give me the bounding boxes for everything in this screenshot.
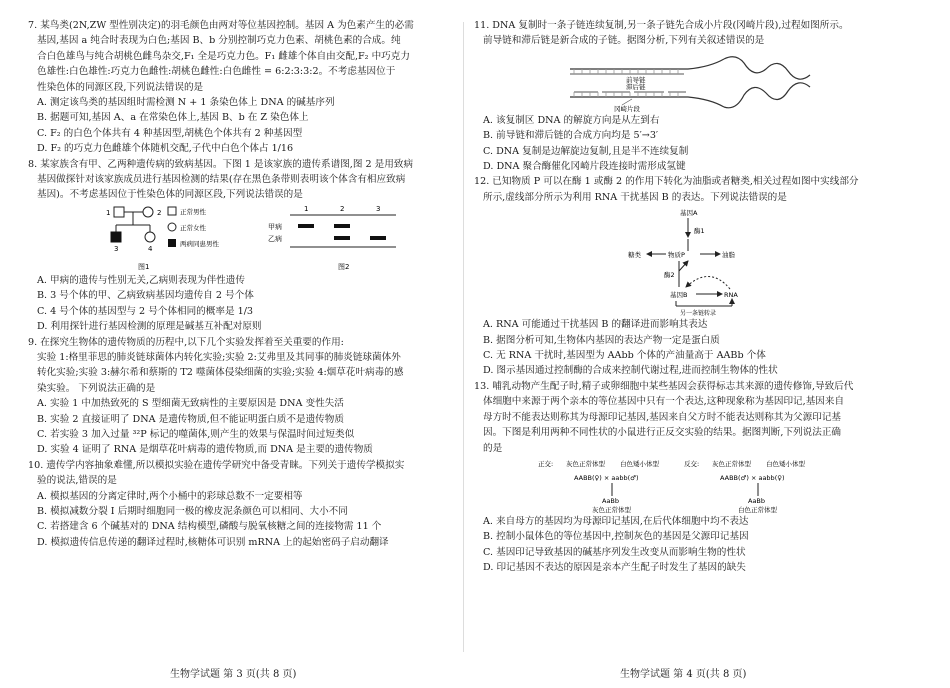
- reciprocal-cross: [684, 459, 806, 514]
- gene-regulation-diagram: [474, 205, 914, 317]
- q11-option-a: A. 该复制区 DNA 的解旋方向是从左到右: [483, 114, 660, 126]
- pedigree-num-3: 3: [114, 244, 119, 253]
- figure-2-caption: 图2: [338, 262, 350, 271]
- q13-stem-line: 体细胞中来源于两个亲本的等位基因中只有一个表达,这种现象称为基因印记,基因来自: [483, 396, 845, 408]
- q10-option-b: B. 模拟减数分裂 Ⅰ 后期时细胞同一极的橡皮泥条颜色可以相同、大小不同: [37, 505, 348, 517]
- q8-figures: [28, 203, 456, 273]
- q10-option-c: C. 若搭建含 6 个碱基对的 DNA 结构模型,磷酸与脱氧核糖之间的连接物需 11 个: [37, 521, 382, 533]
- upper-template-strand: [570, 59, 724, 69]
- q10-stem-line: 10. 遗传学内容抽象难懂,所以模拟实验在遗传学研究中备受青睐。下列关于遗传学模拟实: [28, 459, 405, 471]
- forward-parent-1: 灰色正常体型: [566, 459, 605, 468]
- q12-option-a: A. RNA 可能通过干扰基因 B 的翻译进而影响其表达: [483, 319, 708, 331]
- probe-col-3: 3: [376, 204, 381, 213]
- q13-option-d: D. 印记基因不表达的原因是亲本产生配子时发生了基因的缺失: [483, 562, 746, 574]
- forward-parent-2: 白色矮小体型: [620, 459, 659, 468]
- q12-option-b: B. 据图分析可知,生物体内基因的表达产物一定是蛋白质: [483, 334, 720, 346]
- q12-option-d: D. 图示基因通过控制酶的合成来控制代谢过程,进而控制生物体的性状: [483, 365, 778, 377]
- q9-option-b: B. 实验 2 直接证明了 DNA 是遗传物质,但不能证明蛋白质不是遗传物质: [37, 413, 344, 425]
- q7-option-c: C. F₂ 的白色个体共有 4 种基因型,胡桃色个体共有 2 种基因型: [37, 127, 303, 139]
- leading-strand-label: 前导链: [626, 75, 646, 84]
- q13-stem-line: 母方时不能表达则称其为母源印记基因,基因来自父方时不能表达则称其为父源印记基: [483, 411, 842, 423]
- legend-normal-male: 正常男性: [180, 207, 206, 216]
- question-13: [474, 379, 914, 576]
- question-7: [28, 18, 456, 157]
- enzyme-2-label: 酶2: [664, 271, 675, 280]
- q11-option-b: B. 前导链和滞后链的合成方向均是 5′→3′: [483, 130, 659, 142]
- q12-figure: [474, 205, 914, 317]
- q11-stem-line: 前导链和滞后链是新合成的子链。据图分析,下列有关叙述错误的是: [483, 35, 765, 47]
- rna-interference-dashed-arrow: [686, 277, 730, 290]
- q13-figure: [474, 456, 914, 514]
- pedigree-num-1: 1: [106, 208, 111, 217]
- q9-option-d: D. 实验 4 证明了 RNA 是烟草花叶病毒的遗传物质,而 DNA 是主要的遗传物质: [37, 444, 373, 456]
- probe-row-jia: 甲病: [268, 222, 282, 231]
- q9-stem-line: 转化实验;实验 3:赫尔希和蔡斯的 T2 噬菌体侵染细菌的实验;实验 4:烟草花叶病毒的感: [37, 367, 404, 379]
- q8-option-b: B. 3 号个体的甲、乙病致病基因均遗传自 2 号个体: [37, 290, 254, 302]
- probe-band: [334, 236, 350, 240]
- forward-cross: [538, 459, 660, 514]
- q7-stem-line: 基因,基因 a 纯合时表现为白色;基因 B、b 分别控制巧克力色素、胡桃色素的合成。纯: [37, 35, 401, 47]
- reciprocal-offspring-genotype: AaBb: [748, 496, 766, 505]
- lower-template-strand: [570, 97, 724, 107]
- legend-female-icon: [168, 223, 176, 231]
- q9-stem-line: 9. 在探究生物体的遗传物质的历程中,以下几个实验发挥着至关重要的作用:: [28, 336, 344, 348]
- individual-2-normal-female: [143, 207, 153, 217]
- q8-option-a: A. 甲病的遗传与性别无关,乙病则表现为伴性遗传: [37, 274, 245, 286]
- gene-a-label: 基因A: [680, 209, 698, 218]
- legend-affected-male: 两病同患男性: [180, 239, 219, 248]
- q11-figure: [474, 49, 914, 113]
- oil-label: 油脂: [722, 251, 735, 260]
- q8-stem-line: 基因)。不考虑基因位于性染色体的同源区段,下列说法错误的是: [37, 189, 303, 201]
- left-column: [28, 18, 456, 550]
- q11-option-d: D. DNA 聚合酶催化冈崎片段连接时需形成氢键: [483, 161, 686, 173]
- q7-option-b: B. 据题可知,基因 A、a 在常染色体上,基因 B、b 在 Z 染色体上: [37, 112, 309, 124]
- q10-stem-line: 验的说法,错误的是: [37, 475, 117, 487]
- q13-stem-line: 13. 哺乳动物产生配子时,精子或卵细胞中某些基因会获得标志其来源的遗传修饰,导致后代: [474, 380, 854, 392]
- pedigree-num-2: 2: [157, 208, 162, 217]
- legend-affected-icon: [168, 239, 176, 247]
- reciprocal-genotypes: AABB(♂) × aabb(♀): [720, 473, 785, 482]
- forward-cross-label: 正交:: [538, 459, 554, 468]
- q11-stem-line: 11. DNA 复制时一条子链连续复制,另一条子链先合成小片段(冈崎片段),过程如图所示。: [474, 20, 849, 31]
- individual-4-normal-female: [145, 232, 155, 242]
- forward-offspring-genotype: AaBb: [602, 496, 620, 505]
- q8-option-d: D. 利用探针进行基因检测的原理是碱基互补配对原则: [37, 321, 262, 333]
- forward-offspring-phenotype: 灰色正常体型: [592, 505, 631, 514]
- right-page-footer: 生物学试题 第 4 页(共 8 页): [620, 669, 747, 680]
- q12-stem-line: 12. 已知物质 P 可以在酶 1 或酶 2 的作用下转化为油脂或者糖类,相关过程如图中实线部分: [474, 176, 859, 188]
- q10-option-a: A. 模拟基因的分离定律时,两个小桶中的彩球总数不一定要相等: [37, 490, 303, 502]
- q10-option-d: D. 模拟遗传信息传递的翻译过程时,核糖体可识别 mRNA 上的起始密码子启动翻译: [37, 536, 389, 548]
- probe-col-1: 1: [304, 204, 309, 213]
- double-helix: [724, 57, 810, 108]
- question-8: [28, 157, 456, 335]
- reciprocal-cross-label: 反交:: [684, 459, 700, 468]
- question-9: [28, 335, 456, 458]
- q7-option-a: A. 测定该鸟类的基因组时需检测 N + 1 条染色体上 DNA 的碱基序列: [37, 97, 335, 109]
- q7-stem-line: 色雄性:白色雄性:巧克力色雌性:胡桃色雌性:白色雌性 = 6:2:3:3:2。不考虑基因位于: [37, 66, 396, 78]
- q7-stem-line: 7. 某鸟类(2N,ZW 型性别决定)的羽毛颜色由两对等位基因控制。基因 A 为色素产生的必需: [28, 20, 414, 31]
- substance-p-label: 物质P: [668, 251, 685, 260]
- pedigree-and-probe-figure: [28, 203, 456, 273]
- dna-replication-diagram: [474, 49, 914, 113]
- pedigree-num-4: 4: [148, 244, 153, 253]
- figure-1-caption: 图1: [138, 262, 150, 271]
- question-10: [28, 458, 456, 550]
- forward-genotypes: AABB(♀) × aabb(♂): [574, 473, 639, 482]
- q7-option-d: D. F₂ 的巧克力色雌雄个体随机交配,子代中白色个体占 1/16: [37, 143, 294, 155]
- individual-1-normal-male: [114, 207, 124, 217]
- legend-male-icon: [168, 207, 176, 215]
- sugar-label: 糖类: [628, 251, 641, 260]
- probe-row-yi: 乙病: [268, 234, 282, 243]
- q12-stem-line: 所示,虚线部分所示为利用 RNA 干扰基因 B 的表达。下列说法错误的是: [483, 191, 787, 203]
- individual-3-affected-male: [111, 232, 121, 242]
- q8-option-c: C. 4 号个体的基因型与 2 号个体相同的概率是 1/3: [37, 305, 254, 317]
- probe-result-chart: [268, 205, 396, 271]
- gene-b-label: 基因B: [670, 291, 688, 300]
- q8-stem-line: 基因做探针对该家族成员进行基因检测的结果(存在黑色条带则表明该个体含有相应致病: [37, 174, 406, 186]
- q13-stem-line: 因。下图是利用两种不同性状的小鼠进行正反交实验的结果。据图判断,下列说法正确: [483, 427, 842, 439]
- left-page-footer: 生物学试题 第 3 页(共 8 页): [170, 669, 297, 680]
- probe-band: [334, 224, 350, 228]
- reciprocal-offspring-phenotype: 白色正常体型: [738, 505, 777, 514]
- q9-stem-line: 实验 1:格里菲思的肺炎链球菌体内转化实验;实验 2:艾弗里及其同事的肺炎链球菌体外: [37, 351, 401, 363]
- other-strand-transcription-label: 另一条链转录: [680, 310, 717, 318]
- q7-stem-line: 性染色体的同源区段,下列说法错误的是: [37, 81, 204, 93]
- reciprocal-cross-diagram: [474, 456, 914, 514]
- legend-normal-female: 正常女性: [180, 223, 206, 232]
- q13-option-a: A. 来自母方的基因均为母源印记基因,在后代体细胞中均不表达: [483, 515, 749, 527]
- q9-option-a: A. 实验 1 中加热致死的 S 型细菌无致病性的主要原因是 DNA 变性失活: [37, 398, 344, 410]
- right-column: [474, 18, 914, 576]
- q11-option-c: C. DNA 复制是边解旋边复制,且是半不连续复制: [483, 145, 689, 157]
- pedigree-chart: [106, 207, 220, 271]
- q12-option-c: C. 无 RNA 干扰时,基因型为 AAbb 个体的产油量高于 AABb 个体: [483, 350, 766, 362]
- question-12: [474, 174, 914, 378]
- q13-stem-line: 的是: [483, 442, 503, 454]
- q13-option-c: C. 基因印记导致基因的碱基序列发生改变从而影响生物的性状: [483, 546, 746, 558]
- reciprocal-parent-2: 白色矮小体型: [766, 459, 805, 468]
- okazaki-fragment-label: 冈崎片段: [614, 104, 640, 113]
- question-11: [474, 18, 914, 174]
- q9-option-c: C. 若实验 3 加入过量 ³²P 标记的噬菌体,则产生的效果与保温时间过短类似: [37, 428, 355, 440]
- lagging-strand-label: 滞后链: [626, 82, 646, 91]
- probe-col-2: 2: [340, 204, 345, 213]
- q7-stem-line: 合白色雄鸟与纯合胡桃色雌鸟杂交,F₁ 全是巧克力色。F₁ 雌雄个体自由交配,F₂ 中巧克力: [37, 50, 410, 62]
- q13-option-b: B. 控制小鼠体色的等位基因中,控制灰色的基因是父源印记基因: [483, 531, 749, 543]
- rna-label: RNA: [724, 291, 738, 300]
- probe-band: [370, 236, 386, 240]
- reciprocal-parent-1: 灰色正常体型: [712, 459, 751, 468]
- q8-stem-line: 8. 某家族含有甲、乙两种遗传病的致病基因。下图 1 是该家族的遗传系谱图,图 2 是用致病: [28, 158, 414, 170]
- probe-band: [298, 224, 314, 228]
- column-divider: [463, 22, 464, 652]
- q9-stem-line: 染实验。 下列说法正确的是: [37, 382, 156, 394]
- enzyme-1-label: 酶1: [694, 227, 705, 236]
